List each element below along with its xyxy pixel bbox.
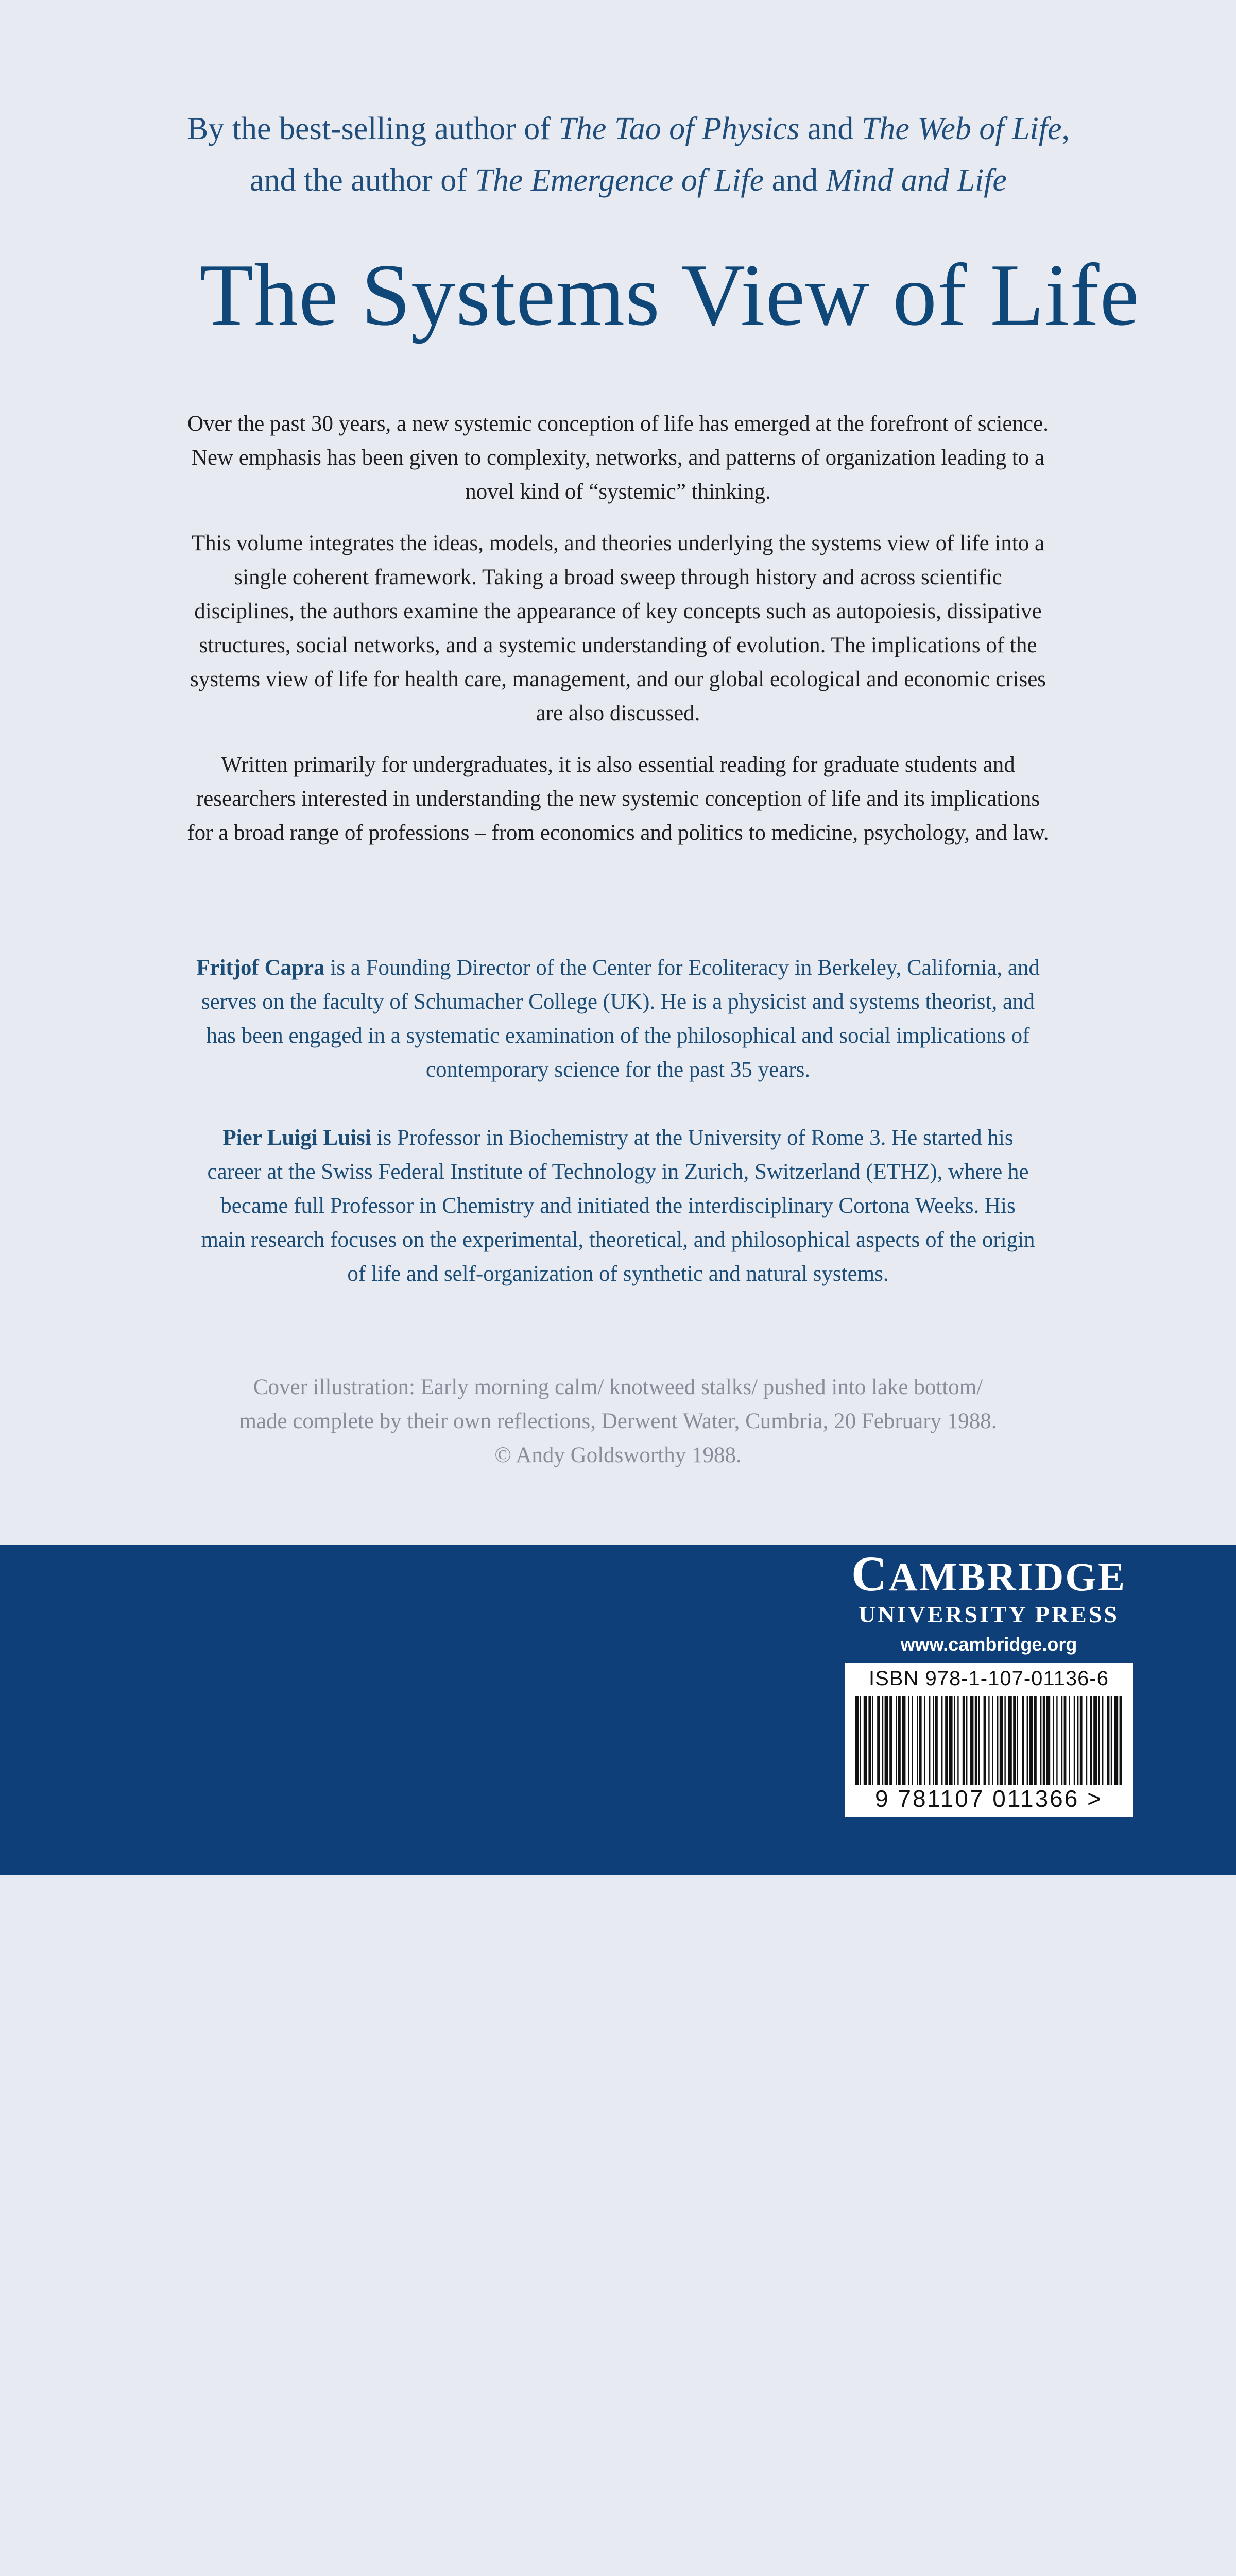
barcode-bar [1004, 1696, 1005, 1785]
barcode-bar [970, 1696, 973, 1785]
barcode-digits: 9 781107 011366 > [875, 1785, 1103, 1812]
description-paragraph-1: Over the past 30 years, a new systemic conception of life has emerged at the forefront of science. New emphasis has been given to complexity, networks, and patterns of organization leading to a novel kind of “systemic” thinking. [187, 412, 1049, 504]
barcode-bar [1013, 1696, 1016, 1785]
barcode-bar [975, 1696, 977, 1785]
bio-capra: Fritjof Capra is a Founding Director of the Center for Ecoliteracy in Berkeley, California, and serves on the faculty of Schumacher College (UK). He is a physicist and systems theorist, and has been engaged in a systematic examination of the philosophical and social implications of contemporary science for the past 35 years. [196, 956, 1040, 1082]
barcode-bar [978, 1696, 980, 1785]
byline-line-2: and the author of The Emergence of Life and Mind and Life [250, 163, 1007, 198]
book-title: The Systems View of Life [199, 246, 1140, 344]
barcode-bar [1102, 1696, 1103, 1785]
author-name-capra: Fritjof Capra [196, 956, 325, 980]
isbn-label: ISBN 978-1-107-01136-6 [869, 1667, 1109, 1690]
barcode-bar [889, 1696, 892, 1785]
barcode-bar [1000, 1696, 1003, 1785]
publisher-subtitle: UNIVERSITY PRESS [859, 1601, 1119, 1628]
bio-luisi: Pier Luigi Luisi is Professor in Biochemistry at the University of Rome 3. He started his career at the Swiss Federal Institute of Technology in Zurich, Switzerland (ETHZ), where he became full Professor in Chemistry and initiated the interdisciplinary Cortona Weeks. His main research focuses on the experimental, theoretical, and philosophical aspects of the origin of life and self-organization of synthetic and natural systems. [201, 1126, 1035, 1286]
barcode-bar [924, 1696, 925, 1785]
barcode-bar [1077, 1696, 1078, 1785]
barcode-bar [898, 1696, 901, 1785]
barcode-bar [966, 1696, 967, 1785]
barcode-bar [877, 1696, 880, 1785]
barcode-bar [1074, 1696, 1075, 1785]
barcode-bar [1069, 1696, 1070, 1785]
barcode-bar [1061, 1696, 1062, 1785]
barcode-bar [919, 1696, 922, 1785]
author-name-luisi: Pier Luigi Luisi [222, 1126, 371, 1150]
description-paragraph-3: Written primarily for undergraduates, it is also essential reading for graduate students and researchers interested in understanding the new systemic conception of life and its implications for a broad range of professions – from economics and politics to medicine, psychology, and law. [187, 753, 1049, 845]
byline-line-1: By the best-selling author of The Tao of Physics and The Web of Life, [186, 111, 1070, 146]
barcode-bar [933, 1696, 934, 1785]
barcode-bar [1120, 1696, 1122, 1785]
barcode-bar [1093, 1696, 1097, 1785]
barcode-bar [957, 1696, 958, 1785]
barcode-bar [855, 1696, 859, 1785]
barcode-bar [929, 1696, 930, 1785]
barcode-bar [860, 1696, 861, 1785]
author-bios [196, 951, 1040, 1325]
barcode-bar [896, 1696, 897, 1785]
barcode-bar [941, 1696, 942, 1785]
publisher-url: www.cambridge.org [900, 1634, 1077, 1655]
barcode-bar [1034, 1696, 1037, 1785]
barcode-bar [882, 1696, 883, 1785]
barcode-bar [1114, 1696, 1118, 1785]
barcode-bar [1090, 1696, 1092, 1785]
book-title-emergence-of-life: The Emergence of Life [475, 163, 764, 198]
isbn-barcode-box [845, 1663, 1133, 1817]
barcode-bar [1043, 1696, 1045, 1785]
barcode-bar [864, 1696, 867, 1785]
barcode-bar [1017, 1696, 1018, 1785]
barcode-bar [885, 1696, 888, 1785]
barcode-bar [1064, 1696, 1067, 1785]
book-title-tao-of-physics: The Tao of Physics [558, 111, 800, 146]
barcode-bar [1008, 1696, 1012, 1785]
barcode-bar [992, 1696, 993, 1785]
barcode-bar [945, 1696, 948, 1785]
barcode-bar [1046, 1696, 1050, 1785]
barcode-bar [954, 1696, 955, 1785]
barcode-bar [1056, 1696, 1057, 1785]
barcode-bar [984, 1696, 986, 1785]
book-title-mind-and-life: Mind and Life [826, 163, 1007, 198]
barcode-bar [949, 1696, 952, 1785]
barcode-bar [868, 1696, 871, 1785]
barcode-bar [997, 1696, 998, 1785]
barcode [855, 1696, 1123, 1785]
barcode-bar [912, 1696, 913, 1785]
description [185, 407, 1051, 868]
publisher-name: CAMBRIDGE [851, 1546, 1126, 1601]
barcode-bar [1107, 1696, 1110, 1785]
barcode-bar [1022, 1696, 1024, 1785]
barcode-bar [1098, 1696, 1100, 1785]
barcode-bar [963, 1696, 965, 1785]
cover-illustration-credit: Cover illustration: Early morning calm/ knotweed stalks/ pushed into lake bottom/ made complete by their own reflections, Derwent Water, Cumbria, 20 February 1988. © Andy Goldsworthy 1988. [239, 1375, 997, 1467]
description-paragraph-2: This volume integrates the ideas, models, and theories underlying the systems view of life into a single coherent framework. Taking a broad sweep through history and across scientific disciplines, the authors examine the appearance of key concepts such as autopoiesis, dissipative structures, social networks, and a systemic understanding of evolution. The implications of the systems view of life for health care, management, and our global ecological and economic crises are also discussed. [190, 531, 1046, 725]
barcode-bar [1080, 1696, 1083, 1785]
barcode-bar [902, 1696, 905, 1785]
barcode-bar [1086, 1696, 1087, 1785]
barcode-bar [917, 1696, 918, 1785]
barcode-bar [908, 1696, 909, 1785]
book-title-web-of-life: The Web of Life [861, 111, 1062, 146]
author-byline [134, 103, 1123, 206]
publisher-logo [845, 1546, 1133, 1660]
barcode-bar [1040, 1696, 1041, 1785]
barcode-bar [1027, 1696, 1028, 1785]
barcode-bar [1111, 1696, 1112, 1785]
barcode-bar [1029, 1696, 1033, 1785]
barcode-bar [1053, 1696, 1054, 1785]
barcode-bar [872, 1696, 873, 1785]
barcode-bar [988, 1696, 989, 1785]
barcode-bar [935, 1696, 938, 1785]
